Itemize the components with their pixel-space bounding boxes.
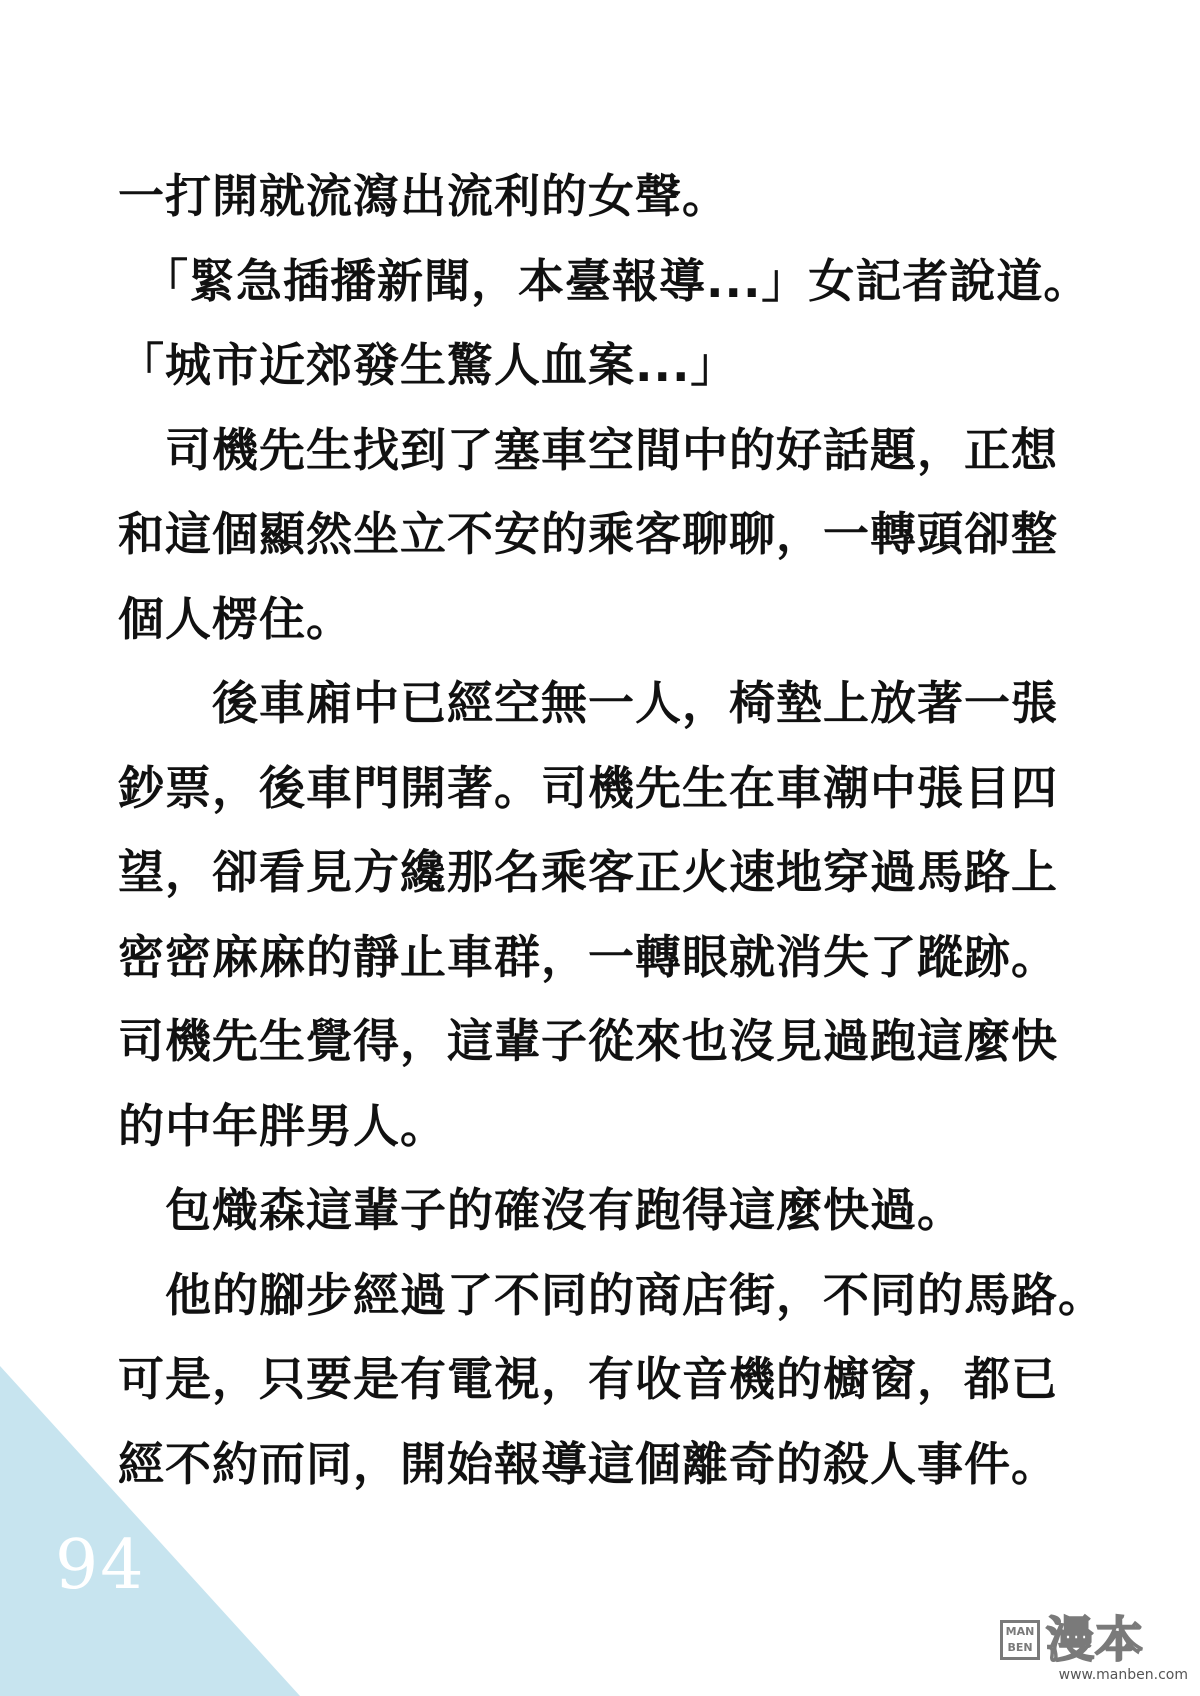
text-line: 包熾森這輩子的確沒有跑得這麼快過。 bbox=[118, 1183, 964, 1237]
watermark-logo-box: MAN BEN bbox=[1000, 1620, 1040, 1660]
text-line: 可是，只要是有電視，有收音機的櫥窗，都已 bbox=[118, 1352, 1058, 1406]
text-line: 經不約而同，開始報導這個離奇的殺人事件。 bbox=[118, 1436, 1058, 1491]
watermark-brand: 漫本 bbox=[1046, 1612, 1145, 1668]
text-line: 司機先生找到了塞車空間中的好話題，正想 bbox=[118, 422, 1058, 477]
text-line: 的中年胖男人。 bbox=[118, 1098, 447, 1153]
text-line: 鈔票，後車門開著。司機先生在車潮中張目四 bbox=[118, 760, 1058, 815]
watermark-url[interactable]: www.manben.com bbox=[1058, 1667, 1188, 1683]
text-line: 個人楞住。 bbox=[118, 591, 353, 646]
manben-watermark[interactable] bbox=[1000, 1614, 1190, 1688]
text-line: 他的腳步經過了不同的商店街，不同的馬路。 bbox=[118, 1267, 1105, 1322]
text-line: 司機先生覺得，這輩子從來也沒見過跑這麼快 bbox=[118, 1014, 1058, 1068]
text-line: 密密麻麻的靜止車群，一轉眼就消失了蹤跡。 bbox=[118, 929, 1058, 984]
text-line: 「緊急插播新聞，本臺報導...」女記者說道。 bbox=[118, 253, 1091, 308]
text-line: 一打開就流瀉出流利的女聲。 bbox=[118, 169, 729, 223]
page-number: 94 bbox=[55, 1526, 146, 1605]
text-line: 後車廂中已經空無一人，椅墊上放著一張 bbox=[118, 676, 1058, 730]
text-line: 「城市近郊發生驚人血案...」 bbox=[118, 338, 738, 392]
text-line: 望，卻看見方纔那名乘客正火速地穿過馬路上 bbox=[118, 845, 1058, 899]
text-line: 和這個顯然坐立不安的乘客聊聊，一轉頭卻整 bbox=[118, 507, 1058, 561]
body-text bbox=[118, 154, 1118, 1506]
watermark-logo bbox=[1000, 1614, 1190, 1666]
